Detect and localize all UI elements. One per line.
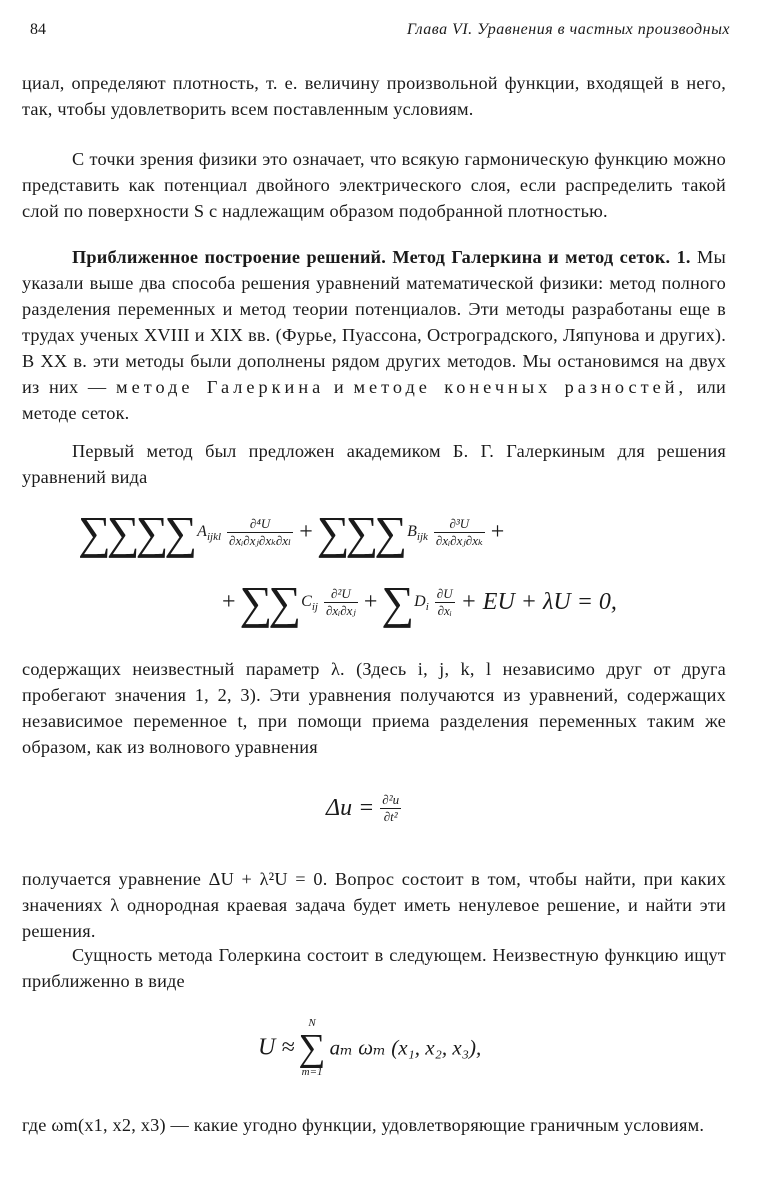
- paragraph-2: С точки зрения физики это означает, что всякую гармоническую функцию можно представить как потенциал двойного электрического слоя, если распределить такой слой по поверхности S с надлежащим образом подобранной плотностью.: [22, 149, 726, 221]
- paragraph-4: Первый метод был предложен академиком Б. Г. Галеркиным для решения уравнений вида: [22, 441, 726, 487]
- equation-1-line-2: [222, 576, 617, 632]
- equation-1-tail: + EU + λU = 0,: [460, 589, 617, 615]
- fraction-d4U: $\frac{\text{∂⁴U}}{\text{∂xᵢ∂xⱼ∂xₖ∂xₗ}}$: [229, 516, 292, 548]
- wave-equation: [326, 792, 403, 838]
- running-head: Глава VI. Уравнения в частных производных: [406, 21, 730, 38]
- coef-A: $A_{ijkl}$: [197, 522, 222, 543]
- plus-sign-start: +: [222, 589, 236, 615]
- paragraph-3-body: Мы указали выше два способа решения уравнений математической физики: метод полного разделения переменных и метод теории потенциалов. Эти методы разработаны еще в трудах ученых XVIII и XIX вв. (Фурье, Пуассона, Остроградского, Ляпунова и других). В XX в. эти методы были дополнены рядом других методов. Мы остановимся на двух из них —: [22, 247, 726, 397]
- fraction-dU: $\frac{\partial U}{\text{∂xᵢ}}$: [436, 586, 453, 618]
- coef-B: $B_{ijk}$: [407, 522, 428, 543]
- plus-sign-2: +: [363, 589, 378, 615]
- page-number: 84: [30, 21, 46, 38]
- sum-lower-limit: m=1: [301, 1066, 323, 1078]
- sum-upper-limit: N: [308, 1017, 316, 1029]
- page-header: [30, 16, 730, 44]
- wave-lhs: Δu =: [326, 795, 375, 821]
- section-heading: Приближенное построение решений. Метод Галеркина и метод сеток.: [72, 247, 671, 267]
- sum-with-limits: [299, 1018, 326, 1078]
- double-sum-symbol: ∑∑: [239, 577, 298, 628]
- spaced-term-galerkin: методе Галеркина: [116, 377, 325, 397]
- paragraph-8: где ωm(x1, x2, x3) — какие угодно функции, удовлетворяющие граничным условиям.: [22, 1115, 705, 1135]
- equation-1-line-1: [78, 506, 504, 562]
- single-sum-symbol: ∑: [381, 577, 411, 628]
- paragraph-1: циал, определяют плотность, т. е. величину произвольной функции, входящей в него, так, чтобы удовлетворить всем поставленным условиям.: [22, 73, 726, 119]
- approx-lhs: U ≈: [258, 1034, 295, 1061]
- sum-symbol: ∑: [298, 1027, 326, 1069]
- plus-sign-end: +: [490, 519, 505, 545]
- triple-sum-symbol: ∑∑∑: [316, 507, 404, 558]
- approximation-formula: [258, 1018, 481, 1088]
- paragraph-3-tail: или методе сеток.: [22, 377, 726, 423]
- coef-D: $D_i$: [414, 592, 429, 613]
- fraction-d2U: $\frac{\text{∂²U}}{\text{∂xᵢ∂xⱼ}}$: [325, 586, 356, 618]
- plus-sign: +: [299, 519, 313, 545]
- paragraph-7: Сущность метода Голеркина состоит в следующем. Неизвестную функцию ищут приближенно в виде: [22, 945, 726, 991]
- paragraph-5: содержащих неизвестный параметр λ. (Здесь i, j, k, l независимо друг от друга пробегают значения 1, 2, 3). Эти уравнения получаются из уравнений, содержащих независимое переменное t, при помощи приема разделения переменных таким же образом, как из волнового уравнения: [22, 659, 726, 757]
- fraction-d2u-dt2: $\frac{\text{∂²u}}{\text{∂t²}}$: [382, 792, 400, 824]
- paragraph-3: [22, 244, 726, 426]
- conjunction: и: [333, 377, 344, 397]
- fraction-d3U: $\frac{\text{∂³U}}{\text{∂xᵢ∂xⱼ∂xₖ}}$: [435, 516, 483, 548]
- paragraph-6: получается уравнение ΔU + λ²U = 0. Вопрос состоит в том, чтобы найти, при каких значениях λ однородная краевая задача будет иметь ненулевое решение, и найти эти решения.: [22, 869, 726, 941]
- coef-C: $C_{ij}$: [301, 592, 318, 613]
- approx-rhs: aₘ ωₘ (x₁, x₂, x₃),: [329, 1035, 482, 1060]
- spaced-term-finite-differences: методе конечных разностей,: [353, 377, 688, 397]
- quadruple-sum-symbol: ∑∑∑∑: [78, 507, 194, 558]
- item-number: 1.: [676, 247, 691, 267]
